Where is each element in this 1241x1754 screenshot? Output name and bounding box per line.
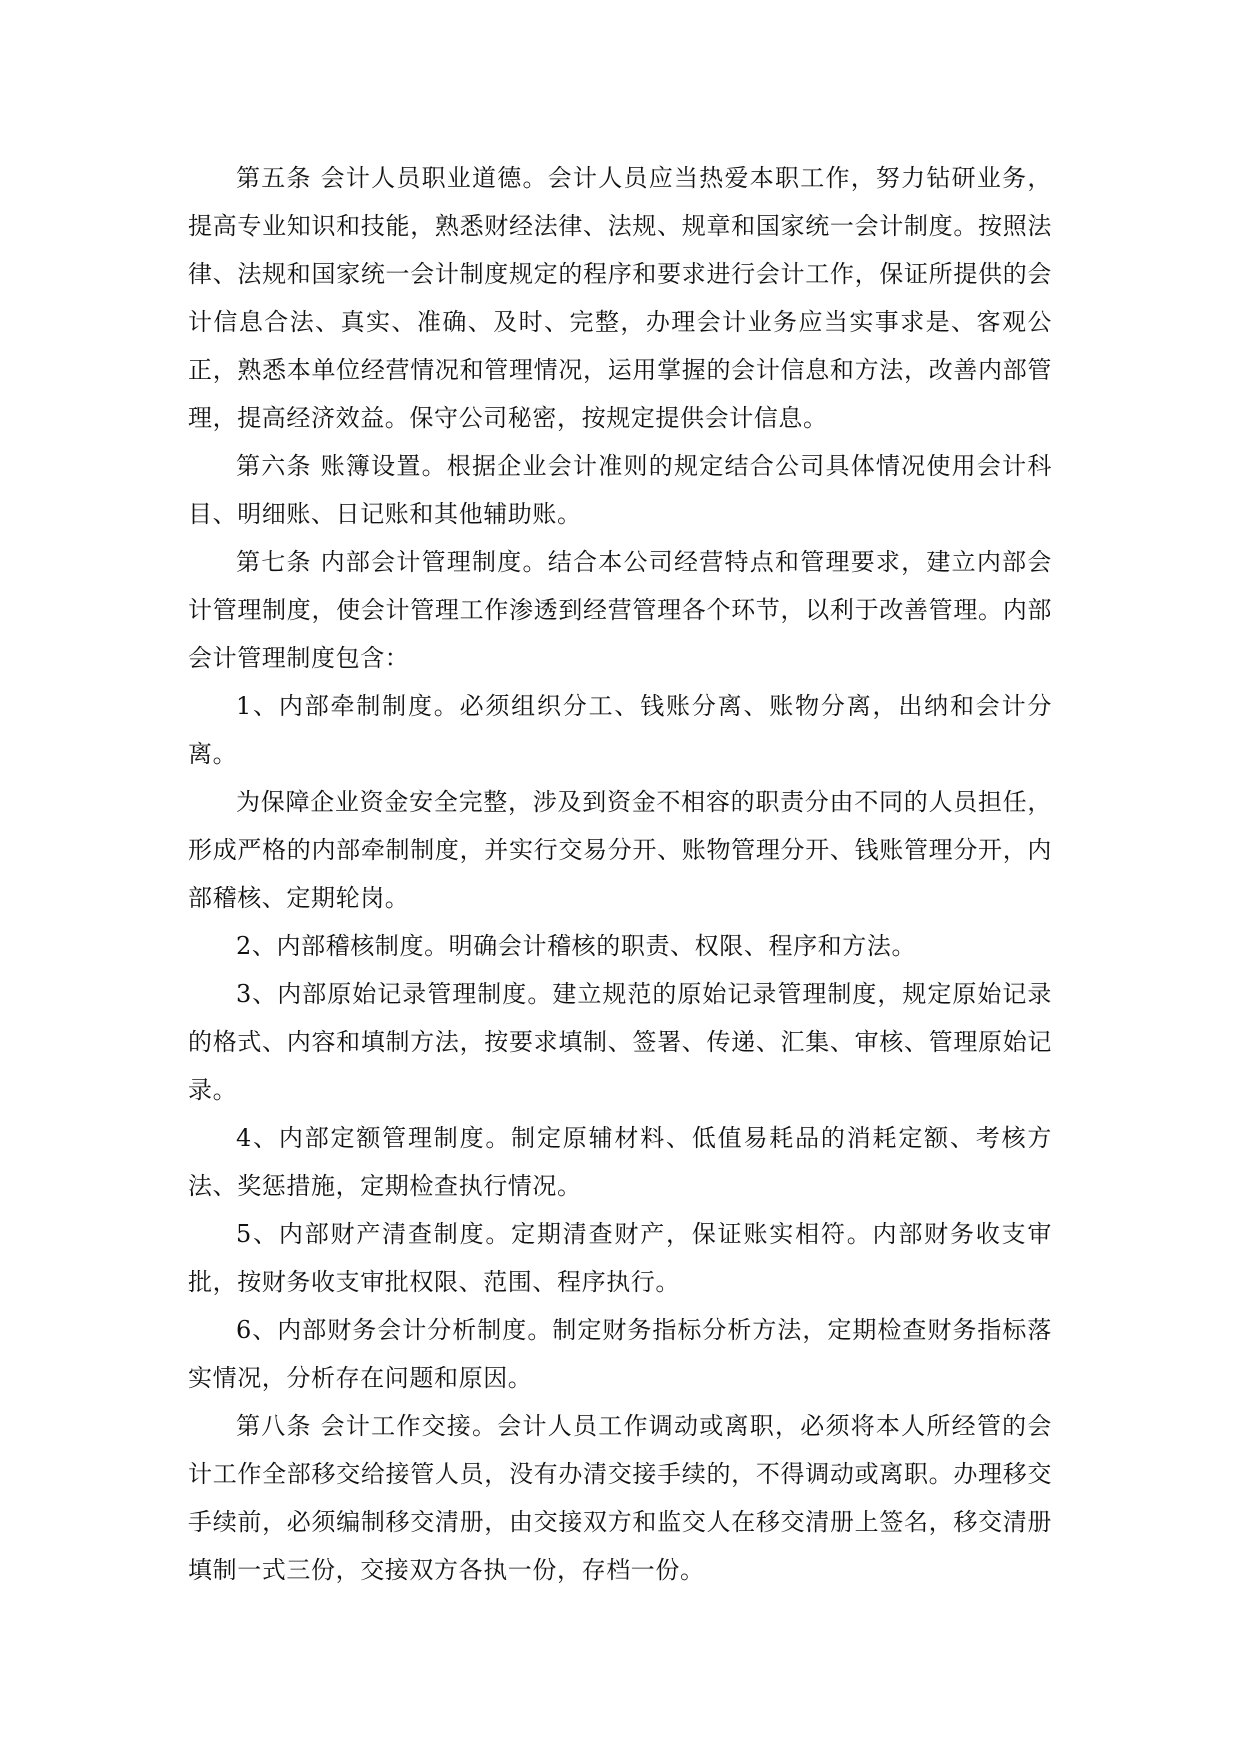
paragraph-item-1: 1、内部牵制制度。必须组织分工、钱账分离、账物分离，出纳和会计分离。 (188, 692, 1052, 768)
paragraph-item-2: 2、内部稽核制度。明确会计稽核的职责、权限、程序和方法。 (236, 932, 917, 960)
paragraph-item-1-detail: 为保障企业资金安全完整，涉及到资金不相容的职责分由不同的人员担任，形成严格的内部牵制制度，并实行交易分开、账物管理分开、钱账管理分开，内部稽核、定期轮岗。 (188, 788, 1052, 912)
paragraph-article-8: 第八条 会计工作交接。会计人员工作调动或离职，必须将本人所经管的会计工作全部移交给接管人员，没有办清交接手续的，不得调动或离职。办理移交手续前，必须编制移交清册，由交接双方和监交人在移交清册上签名，移交清册填制一式三份，交接双方各执一份，存档一份。 (188, 1412, 1052, 1584)
paragraph-item-4: 4、内部定额管理制度。制定原辅材料、低值易耗品的消耗定额、考核方法、奖惩措施，定期检查执行情况。 (188, 1124, 1052, 1200)
paragraph-item-6: 6、内部财务会计分析制度。制定财务指标分析方法，定期检查财务指标落实情况，分析存在问题和原因。 (188, 1316, 1052, 1392)
paragraph-item-3: 3、内部原始记录管理制度。建立规范的原始记录管理制度，规定原始记录的格式、内容和填制方法，按要求填制、签署、传递、汇集、审核、管理原始记录。 (188, 980, 1052, 1104)
paragraph-item-5: 5、内部财产清查制度。定期清查财产，保证账实相符。内部财务收支审批，按财务收支审批权限、范围、程序执行。 (188, 1220, 1052, 1296)
paragraph-article-6: 第六条 账簿设置。根据企业会计准则的规定结合公司具体情况使用会计科目、明细账、日记账和其他辅助账。 (188, 452, 1052, 528)
document-body (188, 154, 1052, 1594)
paragraph-article-5: 第五条 会计人员职业道德。会计人员应当热爱本职工作，努力钻研业务，提高专业知识和技能，熟悉财经法律、法规、规章和国家统一会计制度。按照法律、法规和国家统一会计制度规定的程序和要求进行会计工作，保证所提供的会计信息合法、真实、准确、及时、完整，办理会计业务应当实事求是、客观公正，熟悉本单位经营情况和管理情况，运用掌握的会计信息和方法，改善内部管理，提高经济效益。保守公司秘密，按规定提供会计信息。 (188, 164, 1052, 432)
paragraph-article-7: 第七条 内部会计管理制度。结合本公司经营特点和管理要求，建立内部会计管理制度，使会计管理工作渗透到经营管理各个环节，以利于改善管理。内部会计管理制度包含： (188, 548, 1052, 672)
